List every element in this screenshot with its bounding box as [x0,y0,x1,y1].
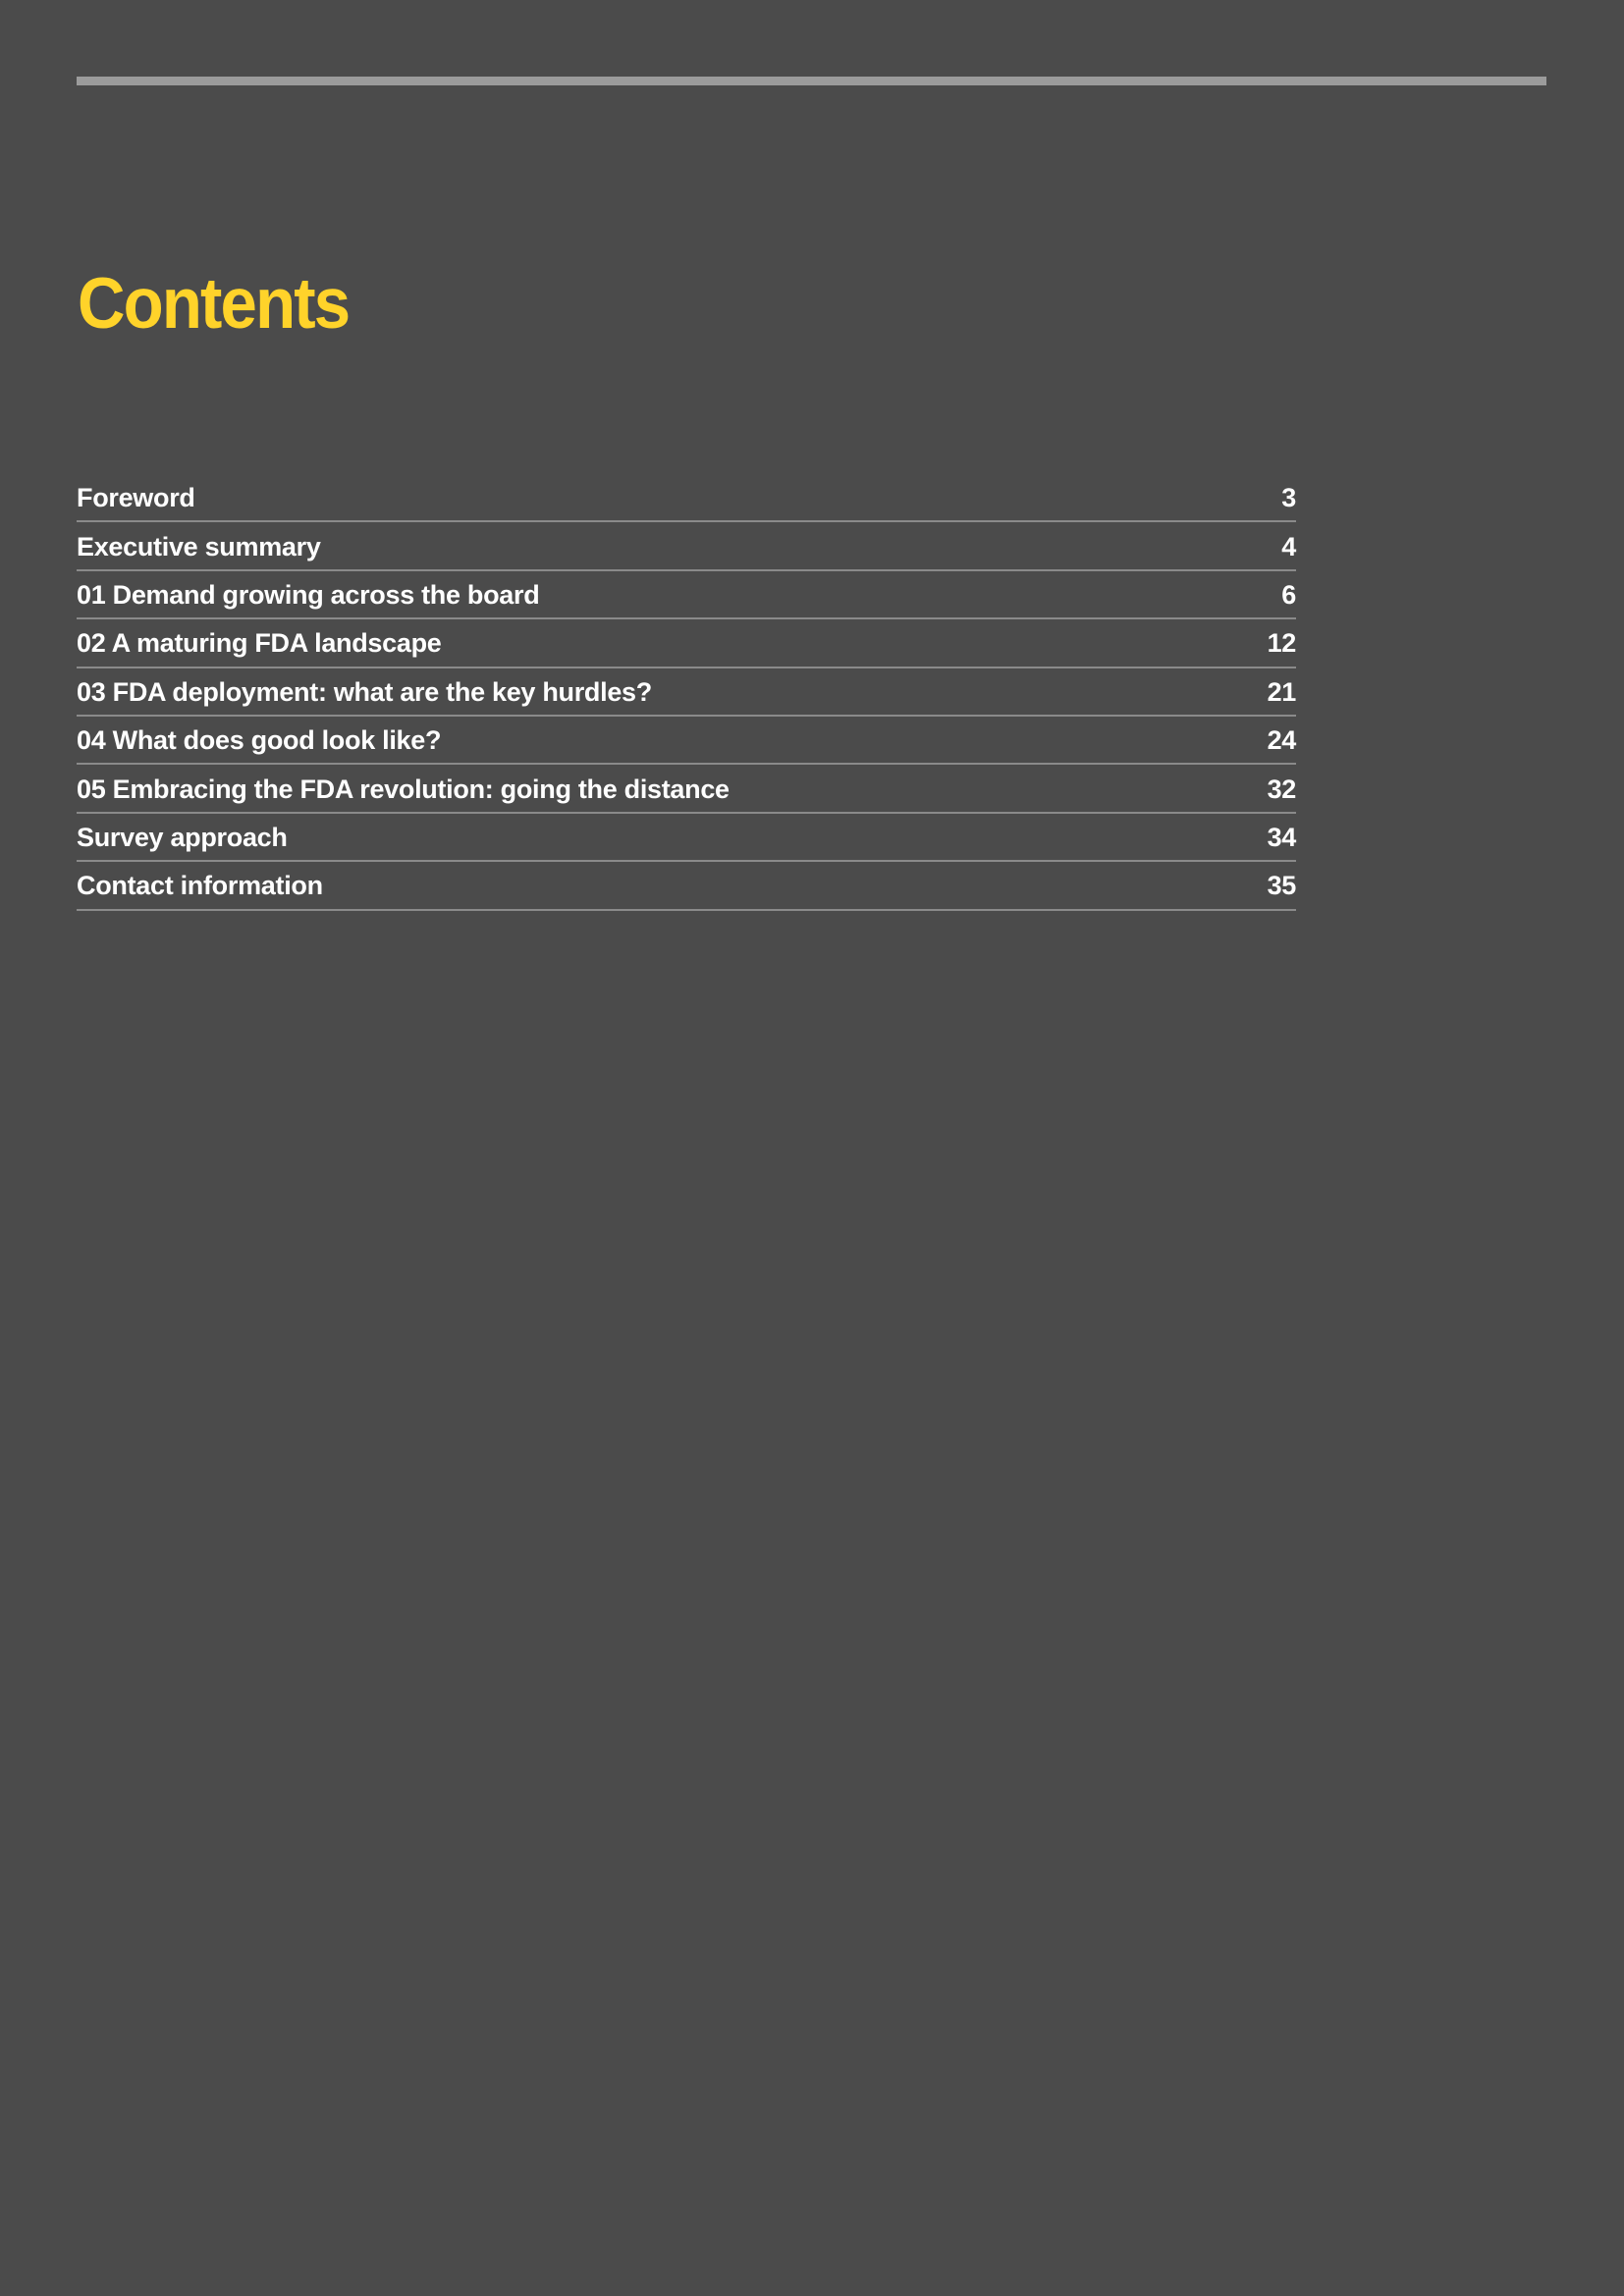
toc-entry-page-number: 21 [1267,676,1296,707]
toc-entry-label: 03 FDA deployment: what are the key hurdles? [77,676,652,707]
toc-entry-page-number: 32 [1267,774,1296,804]
toc-entry[interactable] [77,862,1296,910]
toc-entry[interactable] [77,765,1296,813]
toc-entry-page-number: 6 [1281,579,1296,610]
toc-entry[interactable] [77,619,1296,667]
toc-entry[interactable] [77,668,1296,717]
toc-entry-label: Survey approach [77,822,288,852]
toc-entry[interactable] [77,522,1296,570]
toc-list [77,474,1296,911]
toc-entry-page-number: 35 [1267,871,1296,901]
toc-entry-label: 01 Demand growing across the board [77,579,540,610]
toc-entry-page-number: 24 [1267,725,1296,756]
toc-entry-label: Executive summary [77,531,321,561]
toc-entry-label: Foreword [77,483,195,513]
toc-entry-label: 04 What does good look like? [77,725,442,756]
page-title: Contents [78,263,350,344]
toc-entry-label: 02 A maturing FDA landscape [77,628,442,659]
top-divider-bar [77,77,1546,85]
toc-entry-label: Contact information [77,871,323,901]
toc-entry[interactable] [77,571,1296,619]
toc-entry-page-number: 3 [1281,483,1296,513]
toc-entry-page-number: 12 [1267,628,1296,659]
toc-entry[interactable] [77,814,1296,862]
toc-entry-page-number: 34 [1267,822,1296,852]
toc-entry[interactable] [77,717,1296,765]
toc-entry-page-number: 4 [1281,531,1296,561]
toc-entry[interactable] [77,474,1296,522]
toc-entry-label: 05 Embracing the FDA revolution: going the distance [77,774,730,804]
